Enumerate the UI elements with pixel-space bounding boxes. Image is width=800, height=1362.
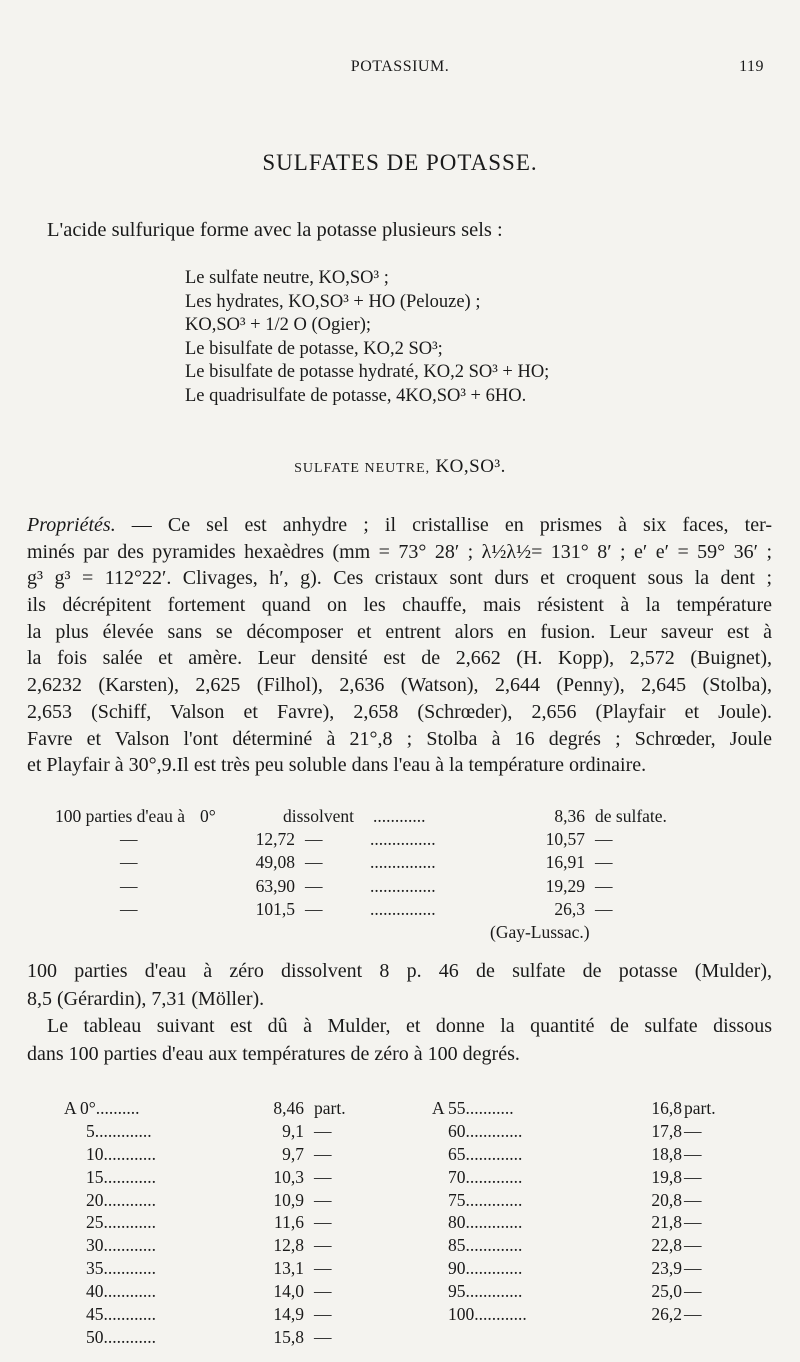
running-title: POTASSIUM. <box>350 58 450 75</box>
table-cell: dissolvent <box>283 806 354 826</box>
table-row <box>432 1257 732 1280</box>
table-cell: — <box>305 898 323 919</box>
table-cell: 16,91 <box>545 852 585 873</box>
table-cell: 19,8 <box>651 1166 682 1187</box>
table-cell: — <box>314 1212 332 1233</box>
table-cell: 8,46 <box>273 1098 304 1118</box>
table-cell: 63,90 <box>255 875 295 896</box>
table-cell: 75............. <box>448 1189 523 1210</box>
table-cell: — <box>305 875 323 896</box>
table-cell: — <box>314 1166 332 1187</box>
table-cell: — <box>120 852 138 873</box>
table-cell: 9,7 <box>282 1143 304 1164</box>
table-cell: A 0°.......... <box>64 1098 140 1118</box>
table-cell: 40............ <box>86 1281 156 1302</box>
table-cell: de sulfate. <box>595 806 667 826</box>
table-row <box>432 1143 732 1166</box>
table-cell: 22,8 <box>651 1235 682 1256</box>
table-cell: — <box>684 1281 702 1302</box>
table-cell: 8,36 <box>554 806 585 826</box>
table-cell: — <box>314 1189 332 1210</box>
table-cell: 15,8 <box>273 1326 304 1347</box>
table-cell: — <box>684 1304 702 1325</box>
table-row <box>64 1120 364 1143</box>
table-row <box>64 1211 364 1234</box>
table-row <box>432 1166 732 1189</box>
table-cell: — <box>305 852 323 873</box>
table-cell: 17,8 <box>651 1120 682 1141</box>
subsection-title <box>0 456 800 478</box>
table-cell: — <box>684 1143 702 1164</box>
table-cell: 5............. <box>86 1120 152 1141</box>
table-cell: 9,1 <box>282 1120 304 1141</box>
paragraph-line: et Playfair à 30°,9.Il est très peu soluble dans l'eau à la température ordinaire. <box>27 754 647 777</box>
table-cell: ............... <box>370 875 436 896</box>
table-cell: 26,2 <box>651 1304 682 1325</box>
salt-item: Le quadrisulfate de potasse, 4KO,SO³ + 6HO. <box>185 385 527 406</box>
table-cell: 20,8 <box>651 1189 682 1210</box>
paragraph-line: Le tableau suivant est dû à Mulder, et donne la quantité de sulfate dissous <box>47 1015 772 1038</box>
table-cell: 11,6 <box>274 1212 304 1233</box>
page-number: 119 <box>739 58 764 75</box>
table-cell: ............... <box>370 829 436 850</box>
table-cell: 10,57 <box>545 829 585 850</box>
subsection-formula: KO,SO³. <box>435 456 506 477</box>
salt-item: Le bisulfate de potasse hydraté, KO,2 SO³ + HO; <box>185 362 550 382</box>
table-cell: 18,8 <box>651 1143 682 1164</box>
table-row <box>432 1280 732 1303</box>
paragraph-line: minés par des pyramides hexaèdres (mm = 73° 28′ ; λ½λ½= 131° 8′ ; e′ e′ = 59° 36′ ; <box>27 540 772 563</box>
paragraph-line: g³ g³ = 112°22′. Clivages, h′, g). Ces cristaux sont durs et croquent sous la dent ; <box>27 567 772 590</box>
table-cell: — <box>595 875 613 896</box>
table-cell: — <box>314 1235 332 1256</box>
table-cell: — <box>684 1189 702 1210</box>
table-cell: 95............. <box>448 1281 523 1302</box>
table-row <box>432 1211 732 1234</box>
table-cell: 14,9 <box>273 1304 304 1325</box>
paragraph-line: dans 100 parties d'eau aux températures de zéro à 100 degrés. <box>27 1042 520 1065</box>
properties-heading: Propriétés. <box>27 514 116 536</box>
table-cell: 85............. <box>448 1235 523 1256</box>
subsection-caps: SULFATE NEUTRE, <box>294 461 431 476</box>
section-title: SULFATES DE POTASSE. <box>262 150 538 175</box>
mulder-table-left <box>64 1097 364 1349</box>
table-cell: 19,29 <box>545 875 585 896</box>
salt-item: Le sulfate neutre, KO,SO³ ; <box>185 268 389 288</box>
paragraph-line: la plus élevée sans se décomposer et entrent alors en fusion. Leur saveur est à <box>27 620 772 643</box>
table-cell: 13,1 <box>273 1258 304 1279</box>
table-cell: 10,9 <box>273 1189 304 1210</box>
table-row <box>64 1257 364 1280</box>
table-cell: — <box>595 898 613 919</box>
table-cell: — <box>314 1281 332 1302</box>
table-cell: 12,72 <box>255 829 295 850</box>
table-row <box>64 1097 364 1120</box>
table-cell: — <box>684 1212 702 1233</box>
table-cell: 45............ <box>86 1304 156 1325</box>
paragraph-line: Favre et Valson l'ont déterminé à 21°,8 ; Stolba à 16 degrés ; Schrœder, Joule <box>27 727 772 750</box>
table-cell: ............ <box>373 806 426 826</box>
table-cell: 80............. <box>448 1212 523 1233</box>
table-cell: 25,0 <box>651 1281 682 1302</box>
table-cell: 25............ <box>86 1212 156 1233</box>
table-row <box>64 1280 364 1303</box>
table-cell: ............... <box>370 898 436 919</box>
table-cell: 101,5 <box>255 898 295 919</box>
paragraph-line: 2,6232 (Karsten), 2,625 (Filhol), 2,636 (Watson), 2,644 (Penny), 2,645 (Stolba), <box>27 674 772 697</box>
table-cell: 10............ <box>86 1143 156 1164</box>
table-row <box>64 1303 364 1326</box>
table-cell: — <box>684 1166 702 1187</box>
table-cell: — <box>684 1120 702 1141</box>
table-cell: — <box>595 852 613 873</box>
table-cell: 14,0 <box>273 1281 304 1302</box>
table-cell: 90............. <box>448 1258 523 1279</box>
salt-item: Les hydrates, KO,SO³ + HO (Pelouze) ; <box>185 291 481 312</box>
table-cell: 100............ <box>448 1304 527 1325</box>
table-row <box>64 1189 364 1212</box>
table-row <box>64 1326 364 1349</box>
table-row <box>64 1234 364 1257</box>
table-cell: A 55........... <box>432 1098 514 1118</box>
table-cell: — <box>314 1258 332 1279</box>
table-cell: 20............ <box>86 1189 156 1210</box>
table-cell: part. <box>684 1098 716 1118</box>
table-cell: — <box>684 1235 702 1256</box>
table-cell: 100 parties d'eau à <box>55 806 185 826</box>
table-row <box>432 1189 732 1212</box>
table-cell: 10,3 <box>273 1166 304 1187</box>
table-row <box>64 1166 364 1189</box>
paragraph-line: 2,653 (Schiff, Valson et Favre), 2,658 (Schrœder), 2,656 (Playfair et Joule). <box>27 700 772 723</box>
table-cell: — <box>120 829 138 850</box>
table-cell: 60............. <box>448 1120 523 1141</box>
table-cell: — <box>314 1120 332 1141</box>
salt-item: KO,SO³ + 1/2 O (Ogier); <box>185 315 372 335</box>
table-cell: 0° <box>200 806 216 826</box>
table-cell: 49,08 <box>255 852 295 873</box>
table-cell: — <box>314 1326 332 1347</box>
table-cell: — <box>314 1143 332 1164</box>
table-cell: — <box>305 829 323 850</box>
salts-list <box>185 267 549 408</box>
table-cell: 26,3 <box>554 898 585 919</box>
table-cell: 16,8 <box>651 1098 682 1118</box>
properties-paragraph <box>27 512 772 779</box>
table-cell: — <box>595 829 613 850</box>
table-cell: — <box>684 1258 702 1279</box>
table-row <box>64 1143 364 1166</box>
table-cell: ............... <box>370 852 436 873</box>
table-cell: — <box>314 1304 332 1325</box>
mulder-paragraphs <box>27 958 772 1068</box>
mulder-table-right <box>432 1097 732 1326</box>
table-row <box>432 1120 732 1143</box>
table-cell: 21,8 <box>651 1212 682 1233</box>
table-cell: 30............ <box>86 1235 156 1256</box>
table-row <box>432 1234 732 1257</box>
table-cell: part. <box>314 1098 346 1118</box>
paragraph-line: la fois salée et amère. Leur densité est de 2,662 (H. Kopp), 2,572 (Buignet), <box>27 647 772 670</box>
table-row <box>432 1303 732 1326</box>
page-header <box>0 58 800 82</box>
table-cell: — <box>120 898 138 919</box>
table-row <box>432 1097 732 1120</box>
table-cell: 12,8 <box>273 1235 304 1256</box>
table-cell: 65............. <box>448 1143 523 1164</box>
paragraph-line: ils décrépitent fortement quand on les chauffe, mais résistent à la température <box>27 594 772 617</box>
table-cell: — <box>120 875 138 896</box>
paragraph-line: 100 parties d'eau à zéro dissolvent 8 p. 46 de sulfate de potasse (Mulder), <box>27 960 772 982</box>
table-cell: 35............ <box>86 1258 156 1279</box>
intro-paragraph: L'acide sulfurique forme avec la potasse plusieurs sels : <box>47 219 503 241</box>
table-cell: 23,9 <box>651 1258 682 1279</box>
salt-item: Le bisulfate de potasse, KO,2 SO³; <box>185 338 443 359</box>
table-source: (Gay-Lussac.) <box>490 921 590 942</box>
table-cell: 70............. <box>448 1166 523 1187</box>
table-cell: 15............ <box>86 1166 156 1187</box>
table-cell: 50............ <box>86 1326 156 1347</box>
paragraph-line: Propriétés. — Ce sel est anhydre ; il cristallise en prismes à six faces, ter- <box>27 514 772 536</box>
paragraph-line: 8,5 (Gérardin), 7,31 (Möller). <box>27 987 265 1010</box>
